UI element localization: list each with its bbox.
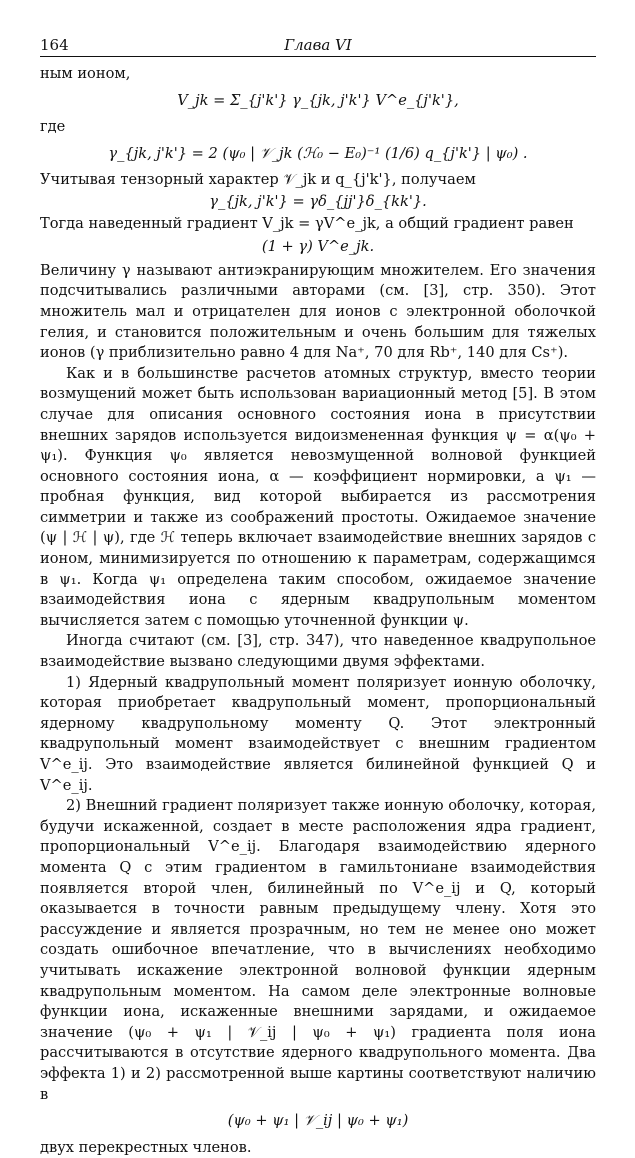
chapter-title: Глава VI bbox=[284, 36, 352, 54]
text-line: Тогда наведенный градиент V_jk = γV^e_jk, а общий градиент равен bbox=[40, 214, 574, 232]
text-line: где bbox=[40, 118, 66, 136]
equation: (ψ₀ + ψ₁ | 𝒱_ij | ψ₀ + ψ₁) bbox=[227, 1112, 409, 1130]
text-line: двух перекрестных членов. bbox=[40, 1138, 252, 1156]
paragraph: Иногда считают (см. [3], стр. 347), что наведенное квадрупольное взаимодействие вызвано следующими двумя эффектами. bbox=[40, 632, 596, 671]
equation: V_jk = Σ_{j'k'} γ_{jk, j'k'} V^e_{j'k'}, bbox=[177, 91, 459, 109]
paragraph: Величину γ называют антиэкранирующим множителем. Его значения подсчитывались различными авторами (см. [3], стр. 350). Этот множитель мал и отрицателен для ионов с электронной оболочкой гелия, и становится положительным и очень большим для тяжелых ионов (γ приблизительно равно 4 для Na⁺, 70 для Rb⁺, 140 для Cs⁺). bbox=[40, 261, 596, 362]
paragraph: Как и в большинстве расчетов атомных структур, вместо теории возмущений может быть использован вариационный метод [5]. В этом случае для описания основного состояния иона в присутствии внешних зарядов используется видоизмененная функция ψ = α(ψ₀ + ψ₁). Функция ψ₀ является невозмущенной волновой функцией основного состояния иона, α — коэффициент нормировки, а ψ₁ — пробная функция, вид которой выбирается из рассмотрения симметрии и также из соображений простоты. Ожидаемое значение (ψ | ℋ | ψ), где ℋ теперь включает взаимодействие внешних зарядов с ионом, минимизируется по отношению к параметрам, содержащимся в ψ₁. Когда ψ₁ определена таким способом, ожидаемое значение взаимодействия иона с ядерным квадрупольным моментом вычисляется затем с помощью уточненной функции ψ. bbox=[40, 364, 596, 629]
equation: (1 + γ) V^e_jk. bbox=[261, 238, 375, 256]
page-body bbox=[40, 64, 596, 1158]
text-line: Учитывая тензорный характер 𝒱_jk и q_{j'k'}, получаем bbox=[40, 171, 476, 189]
page-number: 164 bbox=[40, 36, 69, 54]
paragraph: 1) Ядерный квадрупольный момент поляризует ионную оболочку, которая приобретает квадрупольный момент, пропорциональный ядерному квадрупольному моменту Q. Этот электронный квадрупольный момент взаимодействует с внешним градиентом V^e_ij. Это взаимодействие является билинейной функцией Q и V^e_ij. bbox=[40, 673, 596, 794]
equation: γ_{jk, j'k'} = 2 (ψ₀ | 𝒱_jk (ℋ₀ − E₀)⁻¹ (1/6) q_{j'k'} | ψ₀) . bbox=[108, 144, 528, 162]
paragraph: 2) Внешний градиент поляризует также ионную оболочку, которая, будучи искаженной, создает в месте расположения ядра градиент, пропорциональный V^e_ij. Благодаря взаимодействию ядерного момента Q с этим градиентом в гамильтониане взаимодействия появляется второй член, билинейный по V^e_ij и Q, который оказывается в точности равным предыдущему члену. Хотя это рассуждение и является прозрачным, но тем не менее оно может создать ошибочное впечатление, что в вычислениях необходимо учитывать искажение электронной волновой функции ядерным квадрупольным моментом. На самом деле электронные волновые функции иона, искаженные внешними зарядами, и ожидаемое значение (ψ₀ + ψ₁ | 𝒱_ij | ψ₀ + ψ₁) градиента поля иона рассчитываются в отсутствие ядерного квадрупольного момента. Два эффекта 1) и 2) рассмотренной выше картины соответствуют наличию в bbox=[40, 797, 596, 1103]
equation: γ_{jk, j'k'} = γδ_{jj'}δ_{kk'}. bbox=[209, 192, 427, 210]
page-header bbox=[40, 36, 596, 57]
text-line: ным ионом, bbox=[40, 65, 131, 82]
